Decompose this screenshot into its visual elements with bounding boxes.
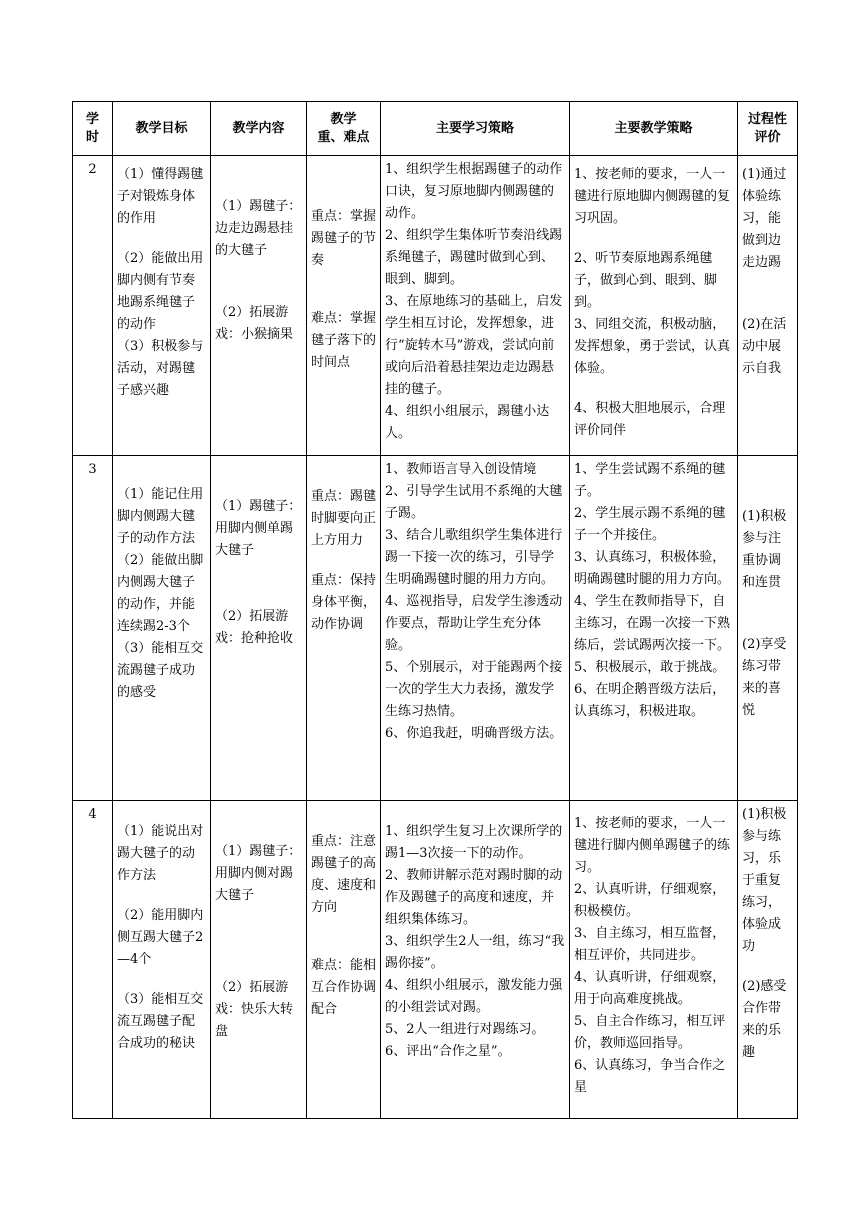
table-row [73,156,798,456]
header-hour: 学 时 [73,102,113,156]
key-points-cell: 重点：掌握踢毽子的节奏 难点：掌握毽子落下的时间点 [307,156,381,456]
header-teaching-strategy: 主要教学策略 [570,102,738,156]
content-cell: （1）踢毽子：用脚内侧对踢大毽子 （2）拓展游戏：快乐大转盘 [211,801,307,1119]
teaching-strategy-cell: 1、按老师的要求，一人一毽进行脚内侧单踢毽子的练习。 2、认真听讲，仔细观察，积极模仿。 3、自主练习，相互监督，相互评价，共同进步。 4、认真听讲，仔细观察，用于向高难度挑战。 5、自主合作练习，相互评价，教师巡回指导。 6、认真练习，争当合作之星 [570,801,738,1119]
content-cell: （1）踢毽子：边走边踢悬挂的大毽子 （2）拓展游戏：小猴摘果 [211,156,307,456]
teaching-strategy-cell: 1、学生尝试踢不系绳的毽子。 2、学生展示踢不系绳的毽子一个并接住。 3、认真练习，积极体验，明确踢毽时腿的用力方向。 4、学生在教师指导下，自主练习，在踢一次接一下熟练后，尝试踢两次接一下。 5、积极展示，敢于挑战。 6、在明企鹅晋级方法后，认真练习，积极进取。 [570,456,738,801]
learning-strategy-cell: 1、组织学生根据踢毽子的动作口诀，复习原地脚内侧踢毽的动作。 2、组织学生集体听节奏沿线踢系绳毽子，踢毽时做到心到、眼到、脚到。 3、在原地练习的基础上，启发学生相互讨论，发挥想象，进行“旋转木马”游戏，尝试向前或向后沿着悬挂架边走边踢悬挂的毽子。 4、组织小组展示，踢毽小达人。 [381,156,570,456]
header-learning-strategy: 主要学习策略 [381,102,570,156]
key-points-cell: 重点：注意踢毽子的高度、速度和方向 难点：能相互合作协调配合 [307,801,381,1119]
header-row [73,102,798,156]
hour-cell: 3 [73,456,113,801]
lesson-plan-table [72,101,798,1119]
learning-strategy-cell: 1、组织学生复习上次课所学的踢1—3次接一下的动作。 2、教师讲解示范对踢时脚的动作及踢毽子的高度和速度，并组织集体练习。 3、组织学生2人一组，练习“我踢你接”。 4、组织小组展示，激发能力强的小组尝试对踢。 5、2人一组进行对踢练习。 6、评出“合作之星”。 [381,801,570,1119]
hour-cell: 2 [73,156,113,456]
evaluation-cell: (1)积极参与练习，乐于重复练习，体验成功 (2)感受合作带来的乐趣 [738,801,798,1119]
table-row [73,456,798,801]
learning-strategy-cell: 1、教师语言导入创设情境 2、引导学生试用不系绳的大毽子踢。 3、结合儿歌组织学生集体进行踢一下接一次的练习，引导学生明确踢毽时腿的用力方向。 4、巡视指导，启发学生渗透动作要点，帮助让学生充分体验。 5、个别展示，对于能踢两个接一次的学生大力表扬，激发学生练习热情。 6、你追我赶，明确晋级方法。 [381,456,570,801]
goals-cell: （1）能记住用脚内侧踢大毽子的动作方法 （2）能做出脚内侧踢大毽子的动作，并能连续踢2-3个 （3）能相互交流踢毽子成功的感受 [113,456,211,801]
goals-cell: （1）懂得踢毽子对锻炼身体的作用 （2）能做出用脚内侧有节奏地踢系绳毽子的动作 （3）积极参与活动，对踢毽子感兴趣 [113,156,211,456]
content-cell: （1）踢毽子：用脚内侧单踢大毽子 （2）拓展游戏：抢种抢收 [211,456,307,801]
hour-cell: 4 [73,801,113,1119]
teaching-strategy-cell: 1、按老师的要求，一人一毽进行原地脚内侧踢毽的复习巩固。 2、听节奏原地踢系绳毽子，做到心到、眼到、脚到。 3、同组交流，积极动脑，发挥想象，勇于尝试，认真体验。 4、积极大胆地展示，合理评价同伴 [570,156,738,456]
header-content: 教学内容 [211,102,307,156]
goals-cell: （1）能说出对踢大毽子的动作方法 （2）能用脚内侧互踢大毽子2—4个 （3）能相互交流互踢毽子配合成功的秘诀 [113,801,211,1119]
evaluation-cell: (1)通过体验练习，能做到边走边踢 (2)在活动中展示自我 [738,156,798,456]
header-key-points: 教学 重、难点 [307,102,381,156]
evaluation-cell: (1)积极参与注重协调和连贯 (2)享受练习带来的喜悦 [738,456,798,801]
header-goals: 教学目标 [113,102,211,156]
header-evaluation: 过程性 评价 [738,102,798,156]
key-points-cell: 重点：踢毽时脚要向正上方用力 重点：保持身体平衡，动作协调 [307,456,381,801]
table-row [73,801,798,1119]
